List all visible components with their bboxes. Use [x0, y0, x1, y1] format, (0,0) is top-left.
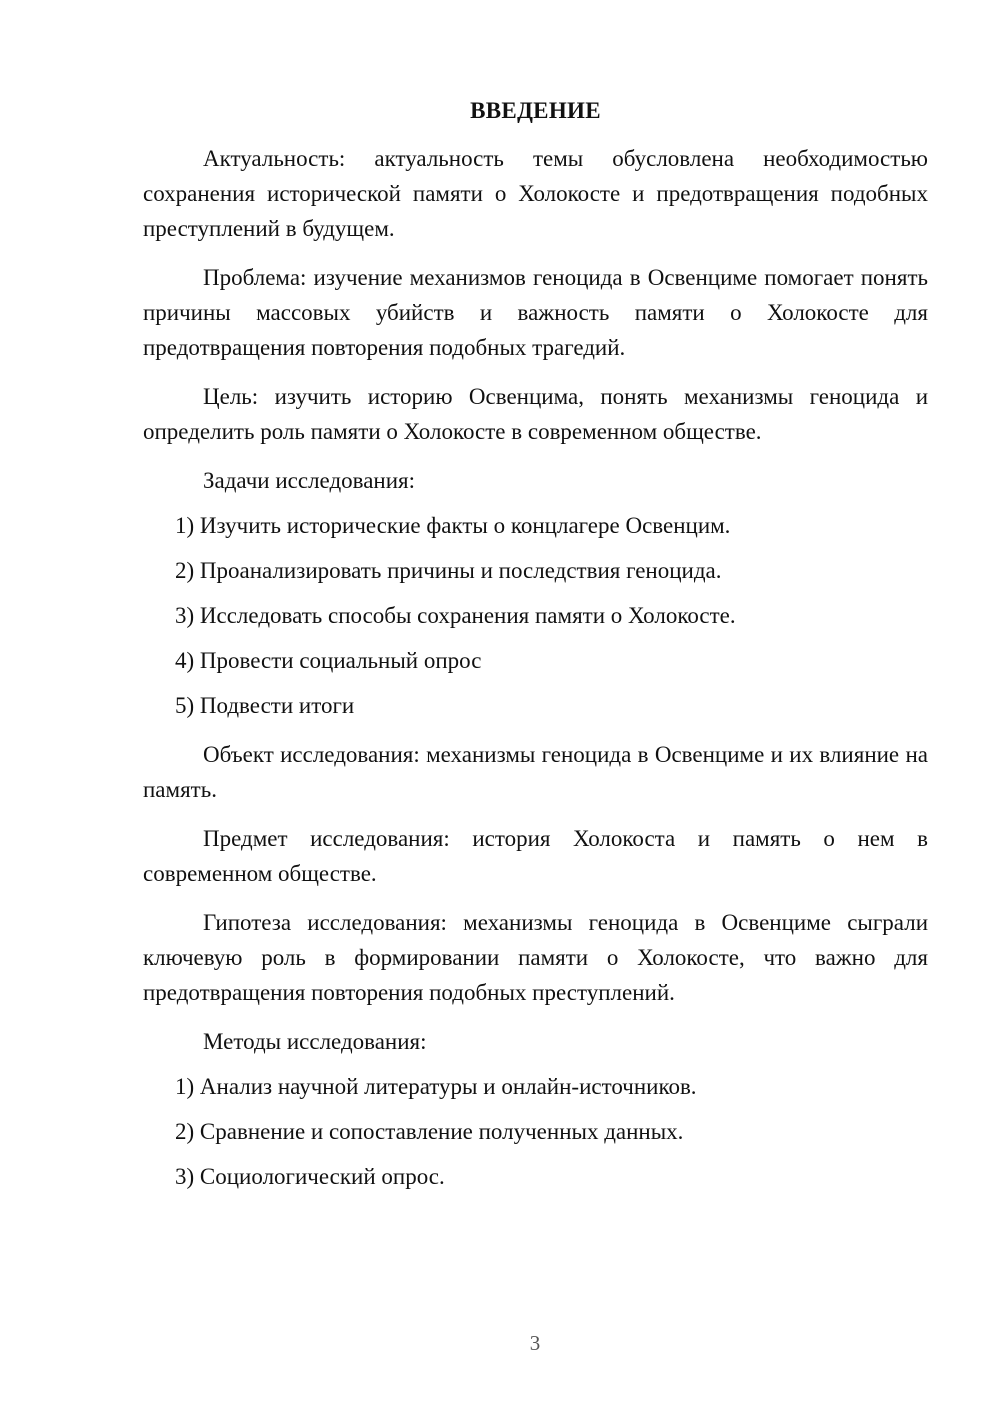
list-item: 2) Сравнение и сопоставление полученных данных. [175, 1119, 684, 1144]
list-item: 3) Социологический опрос. [175, 1164, 445, 1189]
subject-paragraph: Предмет исследования: история Холокоста и память о нем в современном обществе. [143, 826, 928, 886]
list-item: 1) Анализ научной литературы и онлайн-источников. [175, 1074, 697, 1099]
object-paragraph: Объект исследования: механизмы геноцида в Освенциме и их влияние на память. [143, 742, 928, 802]
list-item: 5) Подвести итоги [175, 693, 355, 718]
methods-list [143, 1069, 928, 1194]
list-item: 2) Проанализировать причины и последствия геноцида. [175, 558, 722, 583]
tasks-list [143, 508, 928, 723]
methods-heading: Методы исследования: [203, 1029, 427, 1054]
section-heading: ВВЕДЕНИЕ [470, 98, 601, 123]
list-item: 4) Провести социальный опрос [175, 648, 482, 673]
problem-paragraph: Проблема: изучение механизмов геноцида в Освенциме помогает понять причины массовых убийств и важность памяти о Холокосте для предотвращения повторения подобных трагедий. [143, 265, 928, 360]
tasks-heading: Задачи исследования: [203, 468, 416, 493]
goal-paragraph: Цель: изучить историю Освенцима, понять механизмы геноцида и определить роль памяти о Холокосте в современном обществе. [143, 384, 928, 444]
hypothesis-paragraph: Гипотеза исследования: механизмы геноцида в Освенциме сыграли ключевую роль в формировании памяти о Холокосте, что важно для предотвращения повторения подобных преступлений. [143, 910, 928, 1005]
list-item: 1) Изучить исторические факты о концлагере Освенцим. [175, 513, 731, 538]
relevance-paragraph: Актуальность: актуальность темы обусловлена необходимостью сохранения исторической памяти о Холокосте и предотвращения подобных преступлений в будущем. [143, 146, 928, 241]
page-number: 3 [529, 1331, 541, 1355]
list-item: 3) Исследовать способы сохранения памяти о Холокосте. [175, 603, 736, 628]
page-content [143, 93, 928, 1194]
